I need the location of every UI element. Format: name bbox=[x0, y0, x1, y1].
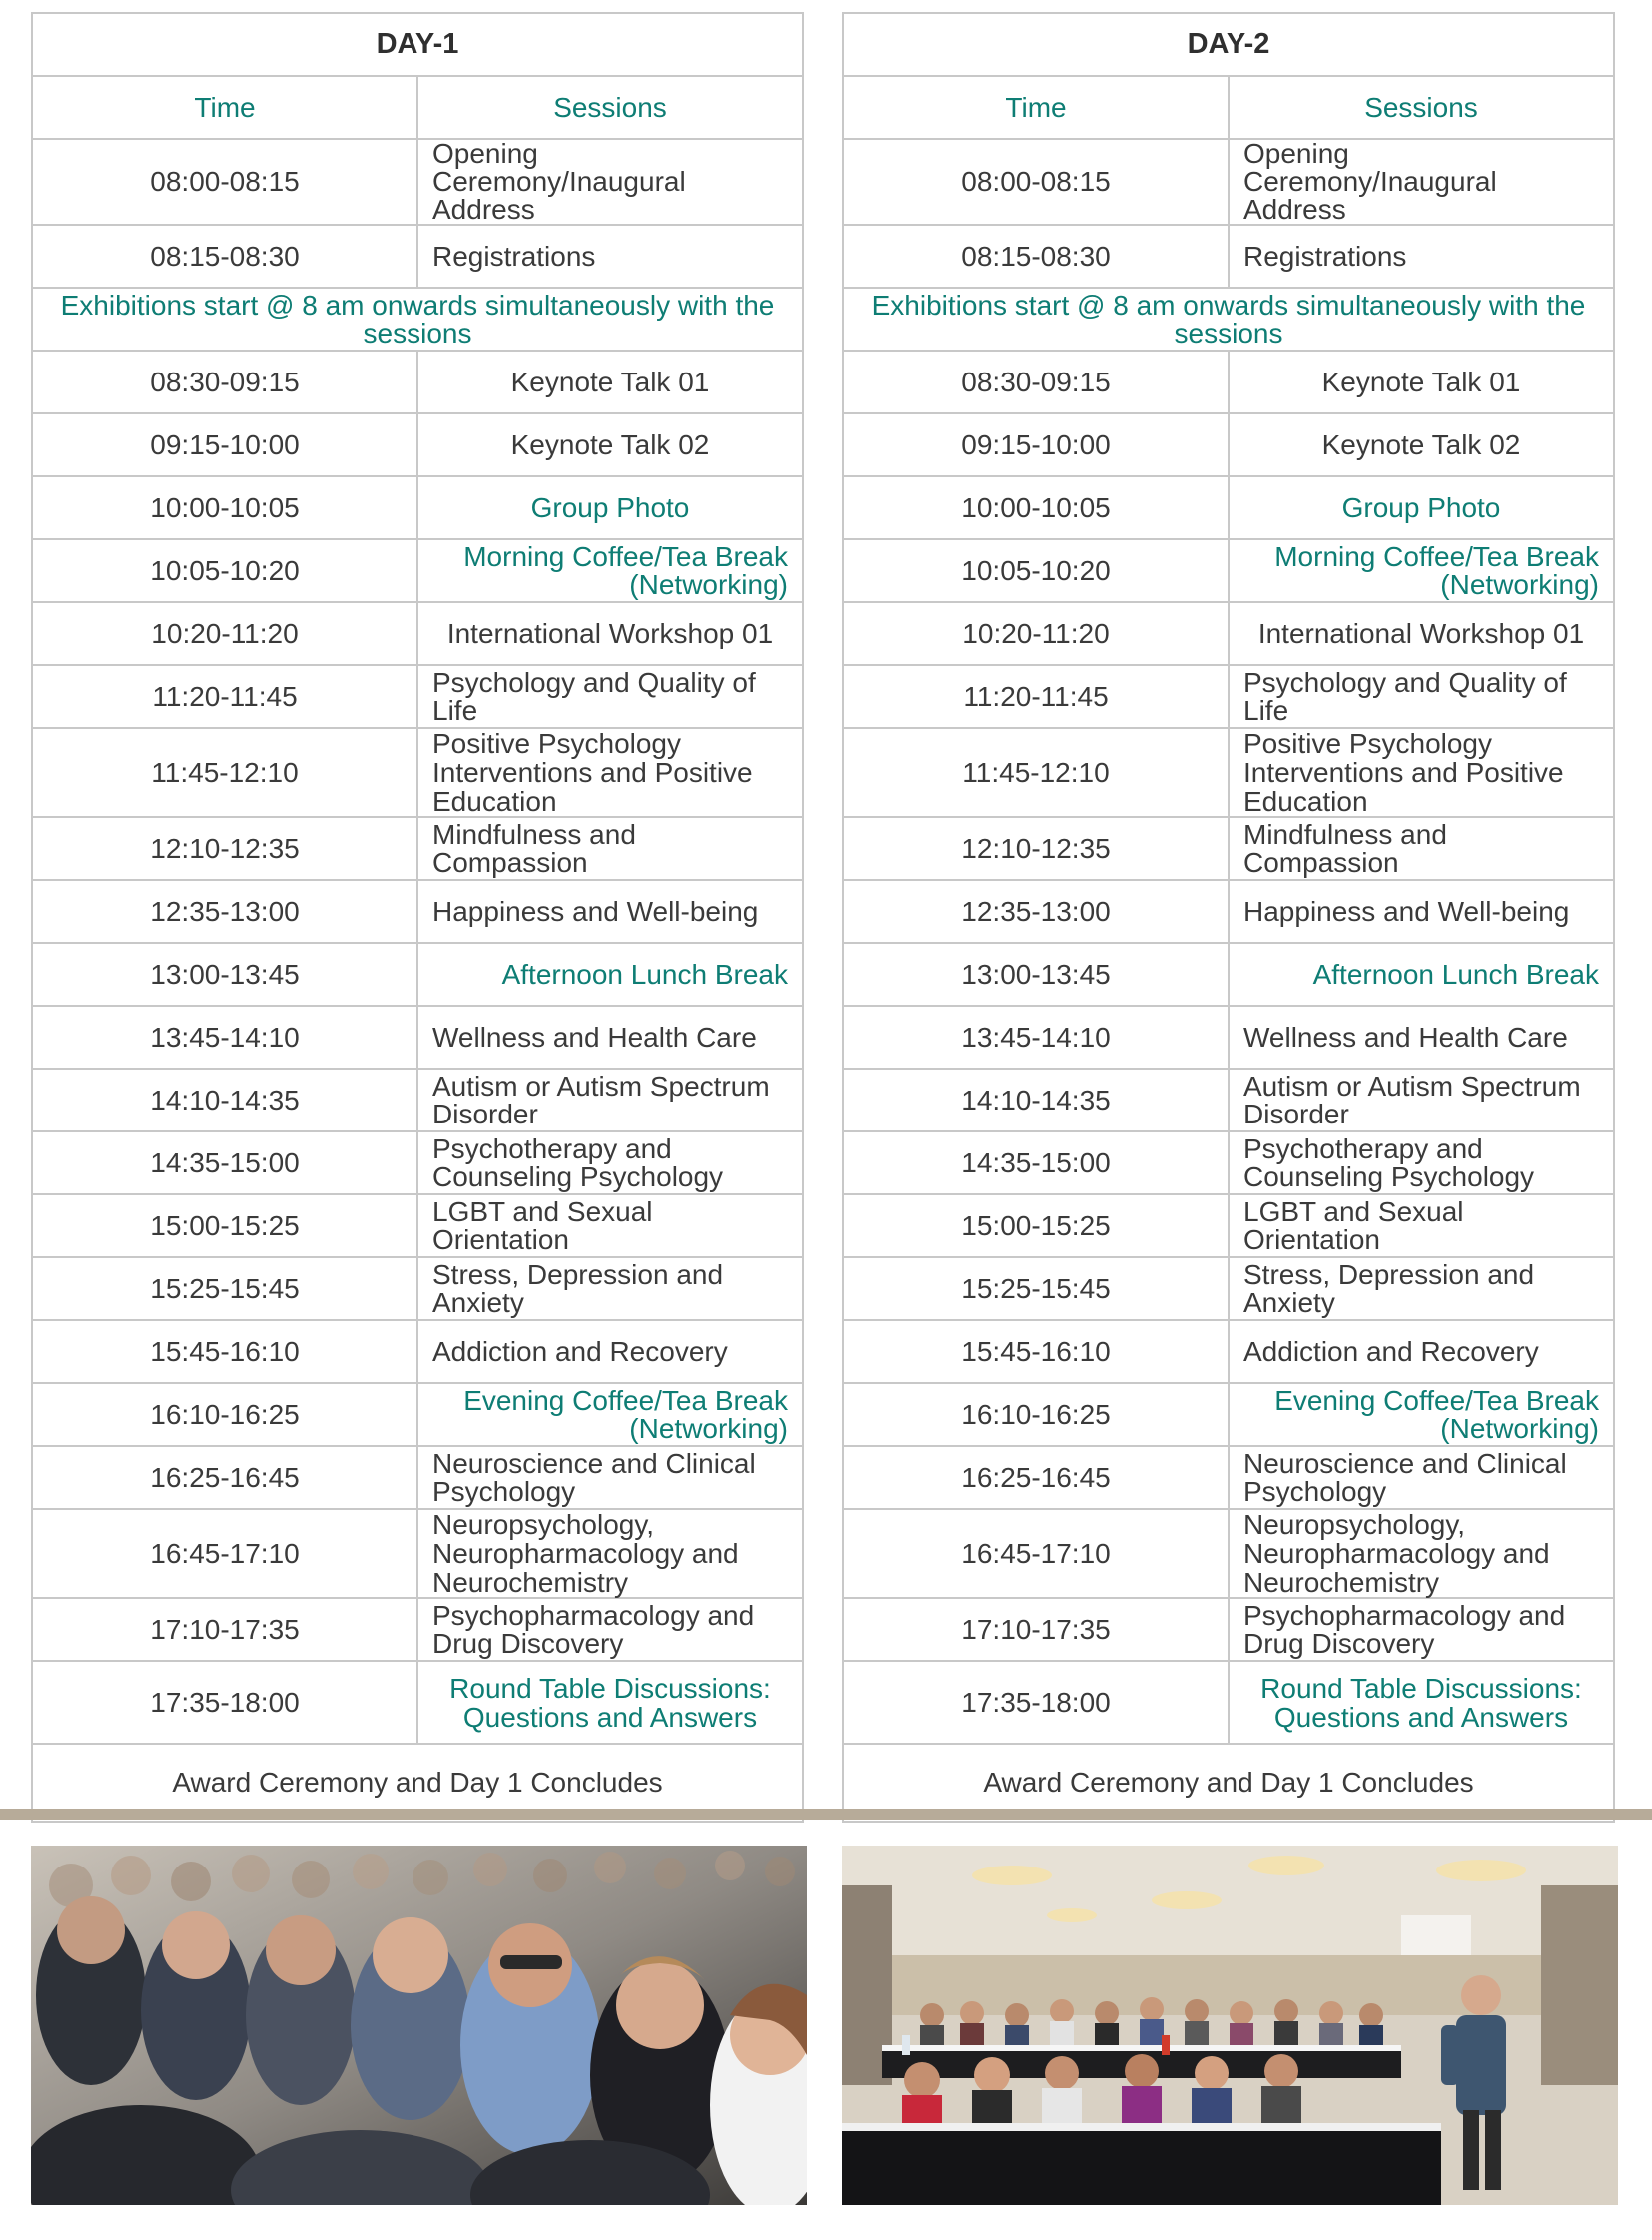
session-title: Keynote Talk 01 bbox=[417, 351, 803, 413]
day-1-schedule-table bbox=[31, 12, 804, 1823]
audience-photo bbox=[31, 1846, 807, 2205]
table-row bbox=[32, 413, 803, 476]
session-time: 17:10-17:35 bbox=[32, 1598, 417, 1661]
session-title: Autism or Autism Spectrum Disorder bbox=[1229, 1069, 1614, 1131]
session-time: 10:05-10:20 bbox=[843, 539, 1229, 602]
day-title: DAY-1 bbox=[32, 13, 803, 76]
column-header-row bbox=[32, 76, 803, 139]
session-time: 16:25-16:45 bbox=[843, 1446, 1229, 1509]
time-column-header: Time bbox=[32, 76, 417, 139]
sessions-column-header: Sessions bbox=[1229, 76, 1614, 139]
session-title: Neuroscience and Clinical Psychology bbox=[417, 1446, 803, 1509]
session-title: Keynote Talk 01 bbox=[1229, 351, 1614, 413]
session-time: 17:35-18:00 bbox=[843, 1661, 1229, 1744]
session-title: Afternoon Lunch Break bbox=[1229, 943, 1614, 1006]
session-time: 17:10-17:35 bbox=[843, 1598, 1229, 1661]
table-row bbox=[843, 1446, 1614, 1509]
session-time: 12:10-12:35 bbox=[32, 817, 417, 880]
table-row bbox=[32, 665, 803, 728]
table-row bbox=[843, 943, 1614, 1006]
session-title: Psychotherapy and Counseling Psychology bbox=[1229, 1131, 1614, 1194]
session-title: Neuropsychology, Neuropharmacology and Neurochemistry bbox=[1229, 1509, 1614, 1598]
table-row bbox=[32, 1598, 803, 1661]
session-time: 08:00-08:15 bbox=[32, 139, 417, 225]
conference-room-photo bbox=[842, 1846, 1618, 2205]
exhibition-notice: Exhibitions start @ 8 am onwards simultaneously with the sessions bbox=[843, 288, 1614, 351]
day-title-row bbox=[32, 13, 803, 76]
session-time: 14:10-14:35 bbox=[32, 1069, 417, 1131]
session-time: 15:25-15:45 bbox=[843, 1257, 1229, 1320]
table-row bbox=[32, 1131, 803, 1194]
session-time: 08:15-08:30 bbox=[843, 225, 1229, 288]
table-row bbox=[32, 1383, 803, 1446]
session-time: 10:05-10:20 bbox=[32, 539, 417, 602]
column-header-row bbox=[843, 76, 1614, 139]
session-time: 17:35-18:00 bbox=[32, 1661, 417, 1744]
session-time: 08:15-08:30 bbox=[32, 225, 417, 288]
table-row bbox=[843, 351, 1614, 413]
table-row bbox=[32, 728, 803, 817]
session-time: 16:45-17:10 bbox=[843, 1509, 1229, 1598]
session-time: 10:20-11:20 bbox=[32, 602, 417, 665]
day-footer: Award Ceremony and Day 1 Concludes bbox=[843, 1744, 1614, 1822]
session-time: 08:00-08:15 bbox=[843, 139, 1229, 225]
table-row bbox=[843, 817, 1614, 880]
session-time: 15:00-15:25 bbox=[843, 1194, 1229, 1257]
table-row bbox=[32, 351, 803, 413]
table-row bbox=[843, 539, 1614, 602]
table-row bbox=[843, 602, 1614, 665]
session-title: International Workshop 01 bbox=[1229, 602, 1614, 665]
session-time: 11:45-12:10 bbox=[843, 728, 1229, 817]
table-row bbox=[843, 139, 1614, 225]
table-row bbox=[32, 225, 803, 288]
table-row bbox=[843, 1257, 1614, 1320]
session-title: Group Photo bbox=[1229, 476, 1614, 539]
session-title: Group Photo bbox=[417, 476, 803, 539]
session-time: 08:30-09:15 bbox=[843, 351, 1229, 413]
table-row bbox=[843, 476, 1614, 539]
table-row bbox=[32, 1446, 803, 1509]
session-time: 09:15-10:00 bbox=[32, 413, 417, 476]
table-row bbox=[32, 139, 803, 225]
session-time: 15:25-15:45 bbox=[32, 1257, 417, 1320]
session-title: Afternoon Lunch Break bbox=[417, 943, 803, 1006]
session-time: 14:35-15:00 bbox=[32, 1131, 417, 1194]
session-title: Autism or Autism Spectrum Disorder bbox=[417, 1069, 803, 1131]
session-time: 10:20-11:20 bbox=[843, 602, 1229, 665]
table-row bbox=[32, 602, 803, 665]
session-title: Round Table Discussions: Questions and Answers bbox=[1229, 1661, 1614, 1744]
table-row bbox=[843, 413, 1614, 476]
table-row bbox=[843, 1131, 1614, 1194]
exhibition-notice-row bbox=[843, 288, 1614, 351]
session-time: 12:10-12:35 bbox=[843, 817, 1229, 880]
table-row bbox=[32, 1069, 803, 1131]
session-title: Mindfulness and Compassion bbox=[417, 817, 803, 880]
session-title: Opening Ceremony/Inaugural Address bbox=[417, 139, 803, 225]
table-row bbox=[843, 1194, 1614, 1257]
session-time: 08:30-09:15 bbox=[32, 351, 417, 413]
session-time: 11:45-12:10 bbox=[32, 728, 417, 817]
session-time: 13:00-13:45 bbox=[843, 943, 1229, 1006]
session-time: 16:10-16:25 bbox=[32, 1383, 417, 1446]
table-row bbox=[843, 1006, 1614, 1069]
table-row bbox=[32, 1006, 803, 1069]
session-title: Psychology and Quality of Life bbox=[417, 665, 803, 728]
session-title: Psychopharmacology and Drug Discovery bbox=[1229, 1598, 1614, 1661]
session-title: Happiness and Well-being bbox=[1229, 880, 1614, 943]
session-title: Neuroscience and Clinical Psychology bbox=[1229, 1446, 1614, 1509]
session-time: 13:45-14:10 bbox=[32, 1006, 417, 1069]
table-row bbox=[32, 1194, 803, 1257]
session-title: Evening Coffee/Tea Break (Networking) bbox=[1229, 1383, 1614, 1446]
table-row bbox=[843, 1069, 1614, 1131]
session-time: 11:20-11:45 bbox=[32, 665, 417, 728]
table-row bbox=[843, 880, 1614, 943]
table-row bbox=[32, 817, 803, 880]
exhibition-notice-row bbox=[32, 288, 803, 351]
table-row bbox=[32, 1661, 803, 1744]
session-title: Happiness and Well-being bbox=[417, 880, 803, 943]
session-title: Wellness and Health Care bbox=[1229, 1006, 1614, 1069]
session-time: 16:25-16:45 bbox=[32, 1446, 417, 1509]
session-time: 10:00-10:05 bbox=[32, 476, 417, 539]
section-divider bbox=[0, 1809, 1652, 1820]
table-row bbox=[843, 1661, 1614, 1744]
session-time: 14:35-15:00 bbox=[843, 1131, 1229, 1194]
session-title: Mindfulness and Compassion bbox=[1229, 817, 1614, 880]
session-title: LGBT and Sexual Orientation bbox=[417, 1194, 803, 1257]
session-title: LGBT and Sexual Orientation bbox=[1229, 1194, 1614, 1257]
session-title: Registrations bbox=[1229, 225, 1614, 288]
session-time: 13:45-14:10 bbox=[843, 1006, 1229, 1069]
session-title: Keynote Talk 02 bbox=[417, 413, 803, 476]
session-time: 11:20-11:45 bbox=[843, 665, 1229, 728]
session-time: 12:35-13:00 bbox=[32, 880, 417, 943]
table-row bbox=[843, 225, 1614, 288]
table-row bbox=[843, 728, 1614, 817]
session-title: Psychology and Quality of Life bbox=[1229, 665, 1614, 728]
table-row bbox=[32, 1257, 803, 1320]
session-time: 15:00-15:25 bbox=[32, 1194, 417, 1257]
table-row bbox=[843, 1598, 1614, 1661]
session-title: Addiction and Recovery bbox=[417, 1320, 803, 1383]
table-row bbox=[843, 1509, 1614, 1598]
session-title: Keynote Talk 02 bbox=[1229, 413, 1614, 476]
session-title: Psychopharmacology and Drug Discovery bbox=[417, 1598, 803, 1661]
exhibition-notice: Exhibitions start @ 8 am onwards simultaneously with the sessions bbox=[32, 288, 803, 351]
session-time: 12:35-13:00 bbox=[843, 880, 1229, 943]
time-column-header: Time bbox=[843, 76, 1229, 139]
session-title: Registrations bbox=[417, 225, 803, 288]
session-time: 15:45-16:10 bbox=[32, 1320, 417, 1383]
session-title: Addiction and Recovery bbox=[1229, 1320, 1614, 1383]
day-footer: Award Ceremony and Day 1 Concludes bbox=[32, 1744, 803, 1822]
session-time: 15:45-16:10 bbox=[843, 1320, 1229, 1383]
session-time: 09:15-10:00 bbox=[843, 413, 1229, 476]
table-row bbox=[32, 1509, 803, 1598]
audience-photo-illustration bbox=[31, 1846, 807, 2205]
session-time: 16:10-16:25 bbox=[843, 1383, 1229, 1446]
session-time: 13:00-13:45 bbox=[32, 943, 417, 1006]
session-title: Round Table Discussions: Questions and Answers bbox=[417, 1661, 803, 1744]
table-row bbox=[32, 1320, 803, 1383]
session-title: Psychotherapy and Counseling Psychology bbox=[417, 1131, 803, 1194]
table-row bbox=[32, 476, 803, 539]
session-title: Wellness and Health Care bbox=[417, 1006, 803, 1069]
session-title: Opening Ceremony/Inaugural Address bbox=[1229, 139, 1614, 225]
table-row bbox=[32, 539, 803, 602]
day-title: DAY-2 bbox=[843, 13, 1614, 76]
session-title: Neuropsychology, Neuropharmacology and Neurochemistry bbox=[417, 1509, 803, 1598]
sessions-column-header: Sessions bbox=[417, 76, 803, 139]
table-row bbox=[843, 1320, 1614, 1383]
table-row bbox=[843, 1383, 1614, 1446]
session-time: 14:10-14:35 bbox=[843, 1069, 1229, 1131]
session-time: 16:45-17:10 bbox=[32, 1509, 417, 1598]
session-title: Evening Coffee/Tea Break (Networking) bbox=[417, 1383, 803, 1446]
conference-room-photo-illustration bbox=[842, 1846, 1618, 2205]
session-title: Morning Coffee/Tea Break (Networking) bbox=[1229, 539, 1614, 602]
session-title: Stress, Depression and Anxiety bbox=[417, 1257, 803, 1320]
table-row bbox=[32, 880, 803, 943]
day-title-row bbox=[843, 13, 1614, 76]
session-title: International Workshop 01 bbox=[417, 602, 803, 665]
session-time: 10:00-10:05 bbox=[843, 476, 1229, 539]
session-title: Stress, Depression and Anxiety bbox=[1229, 1257, 1614, 1320]
table-row bbox=[843, 665, 1614, 728]
session-title: Morning Coffee/Tea Break (Networking) bbox=[417, 539, 803, 602]
day-2-schedule-table bbox=[842, 12, 1615, 1823]
table-row bbox=[32, 943, 803, 1006]
session-title: Positive Psychology Interventions and Positive Education bbox=[1229, 728, 1614, 817]
session-title: Positive Psychology Interventions and Positive Education bbox=[417, 728, 803, 817]
